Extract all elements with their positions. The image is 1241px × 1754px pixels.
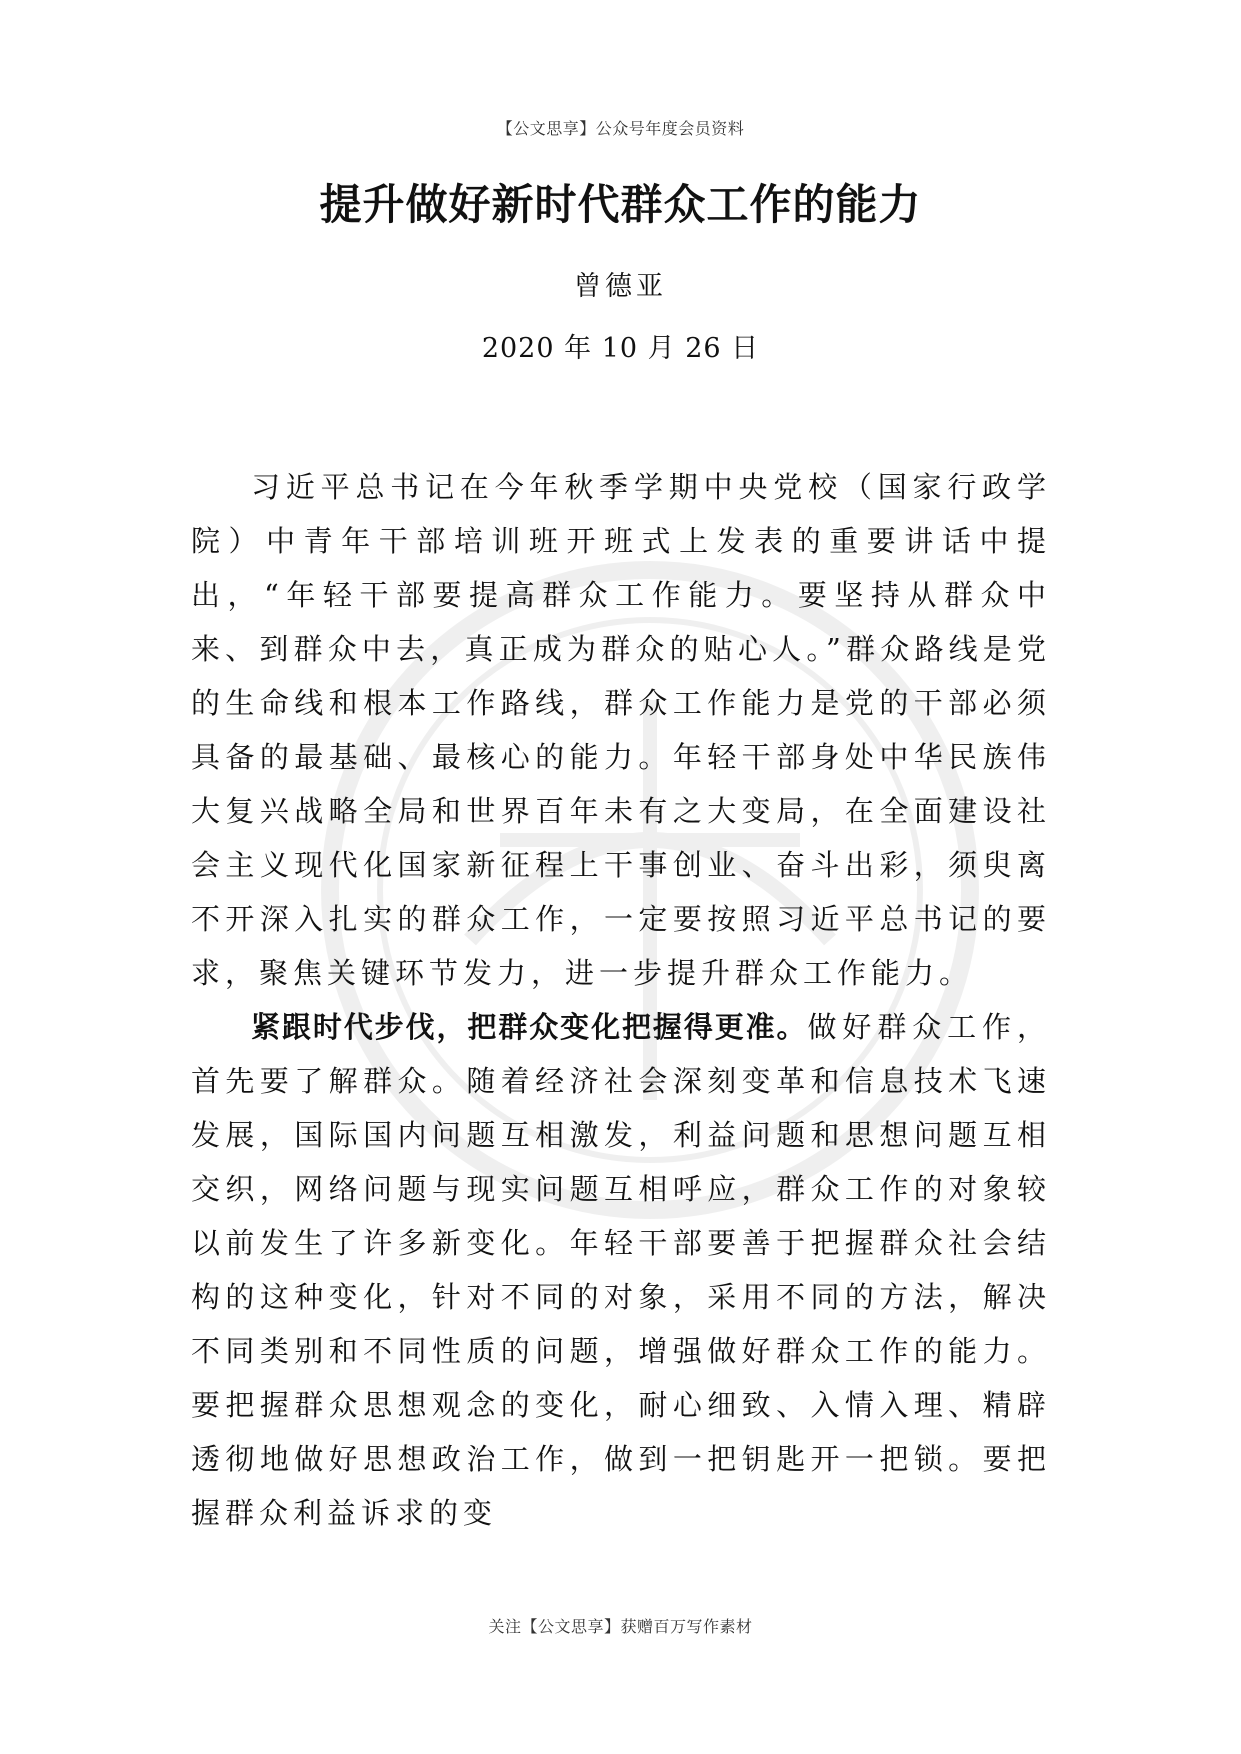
paragraph-2-body: 做好群众工作，首先要了解群众。随着经济社会深刻变革和信息技术飞速发展，国际国内问题互相激发，利益问题和思想问题互相交织，网络问题与现实问题互相呼应，群众工作的对象较以前发生了许多新变化。年轻干部要善于把握群众社会结构的这种变化，针对不同的对象，采用不同的方法，解决不同类别和不同性质的问题，增强做好群众工作的能力。要把握群众思想观念的变化，耐心细致、入情入理、精辟透彻地做好思想政治工作，做到一把钥匙开一把锁。要把握群众利益诉求的变 (191, 1010, 1051, 1530)
paragraph-2-lead: 紧跟时代步伐，把群众变化把握得更准。 (251, 1010, 808, 1044)
article-author: 曾德亚 (574, 271, 667, 302)
paragraph-1: 习近平总书记在今年秋季学期中央党校（国家行政学院）中青年干部培训班开班式上发表的重要讲话中提出，“年轻干部要提高群众工作能力。要坚持从群众中来、到群众中去，真正成为群众的贴心人。”群众路线是党的生命线和根本工作路线，群众工作能力是党的干部必须具备的最基础、最核心的能力。年轻干部身处中华民族伟大复兴战略全局和世界百年未有之大变局，在全面建设社会主义现代化国家新征程上干事创业、奋斗出彩，须臾离不开深入扎实的群众工作，一定要按照习近平总书记的要求，聚焦关键环节发力，进一步提升群众工作能力。 (191, 470, 1051, 990)
article-date: 2020 年 10 月 26 日 (481, 333, 760, 364)
article-body (191, 460, 1051, 1540)
paragraph-2 (191, 1000, 1051, 1540)
header-note: 【公文思享】公众号年度会员资料 (496, 119, 745, 138)
footer-note: 关注【公文思享】获赠百万写作素材 (488, 1617, 753, 1636)
article-title: 提升做好新时代群众工作的能力 (319, 180, 922, 229)
